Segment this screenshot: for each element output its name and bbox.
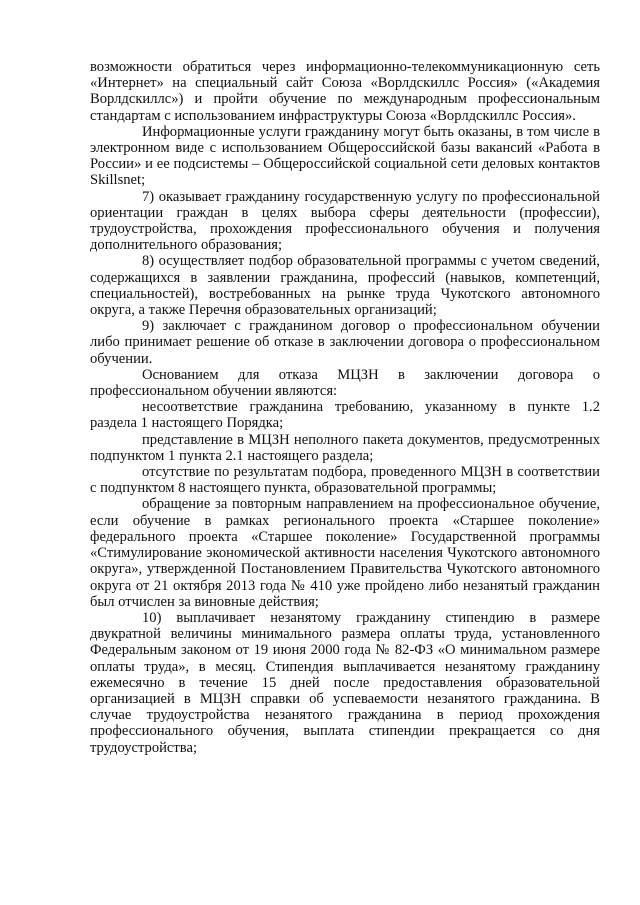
paragraph-continuation: возможности обратиться через информационно-телекоммуникационную сеть «Интернет» на специальный сайт Союза «Ворлдскиллс Россия» («Академия Ворлдскиллс») и пройти обучение по международным профессиональным стандартам с использованием инфраструктуры Союза «Ворлдскиллс Россия». [90,59,600,124]
paragraph-item-8: 8) осуществляет подбор образовательной программы с учетом сведений, содержащихся в заявлении гражданина, профессий (навыков, компетенций, специальностей), востребованных на рынке труда Чукотского автономного округа, а также Перечня образовательных организаций; [90,253,600,319]
paragraph-item-7: 7) оказывает гражданину государственную услугу по профессиональной ориентации граждан в целях выбора сферы деятельности (профессии), трудоустройства, прохождения профессионального обучения и получения дополнительного образования; [90,188,600,254]
paragraph-item-9: 9) заключает с гражданином договор о профессиональном обучении либо принимает решение об отказе в заключении договора о профессиональном обучении. [90,318,600,367]
paragraph-item-10: 10) выплачивает незанятому гражданину стипендию в размере двукратной величины минимального размера оплаты труда, установленного Федеральным законом от 19 июня 2000 года № 82-ФЗ «О минимальном размере оплаты труда», в месяц. Стипендия выплачивается незанятому гражданину ежемесячно в течение 15 дней после предоставления образовательной организацией в МЦЗН справки об успеваемости незанятого гражданина. В случае трудоустройства незанятого гражданина в период прохождения профессионального обучения, выплата стипендии прекращается со дня трудоустройства; [90,609,600,756]
paragraph-ground-repeat-request: обращение за повторным направлением на профессиональное обучение, если обучение в рамках регионального проекта «Старшее поколение» федерального проекта «Старшее поколение» Государственной программы «Стимулирование экономической активности населения Чукотского автономного округа», утвержденной Постановлением Правительства Чукотского автономного округа от 21 октября 2013 года № 410 уже пройдено либо незанятый гражданин был отчислен за виновные действия; [90,496,600,610]
paragraph-refusal-grounds: Основанием для отказа МЦЗН в заключении договора о профессиональном обучении являются: [90,366,600,400]
document-page [90,59,600,756]
paragraph-information-services: Информационные услуги гражданину могут быть оказаны, в том числе в электронном виде с использованием Общероссийской базы вакансий «Работа в России» и ее подсистемы – Общероссийской социальной сети деловых контактов Skillsnet; [90,123,600,189]
paragraph-ground-incomplete-documents: представление в МЦЗН неполного пакета документов, предусмотренных подпунктом 1 пункта 2.1 настоящего раздела; [90,431,600,464]
paragraph-ground-nonconformity: несоответствие гражданина требованию, указанному в пункте 1.2 раздела 1 настоящего Порядка; [90,399,600,432]
paragraph-ground-no-program: отсутствие по результатам подбора, проведенного МЦЗН в соответствии с подпунктом 8 настоящего пункта, образовательной программы; [90,464,600,497]
